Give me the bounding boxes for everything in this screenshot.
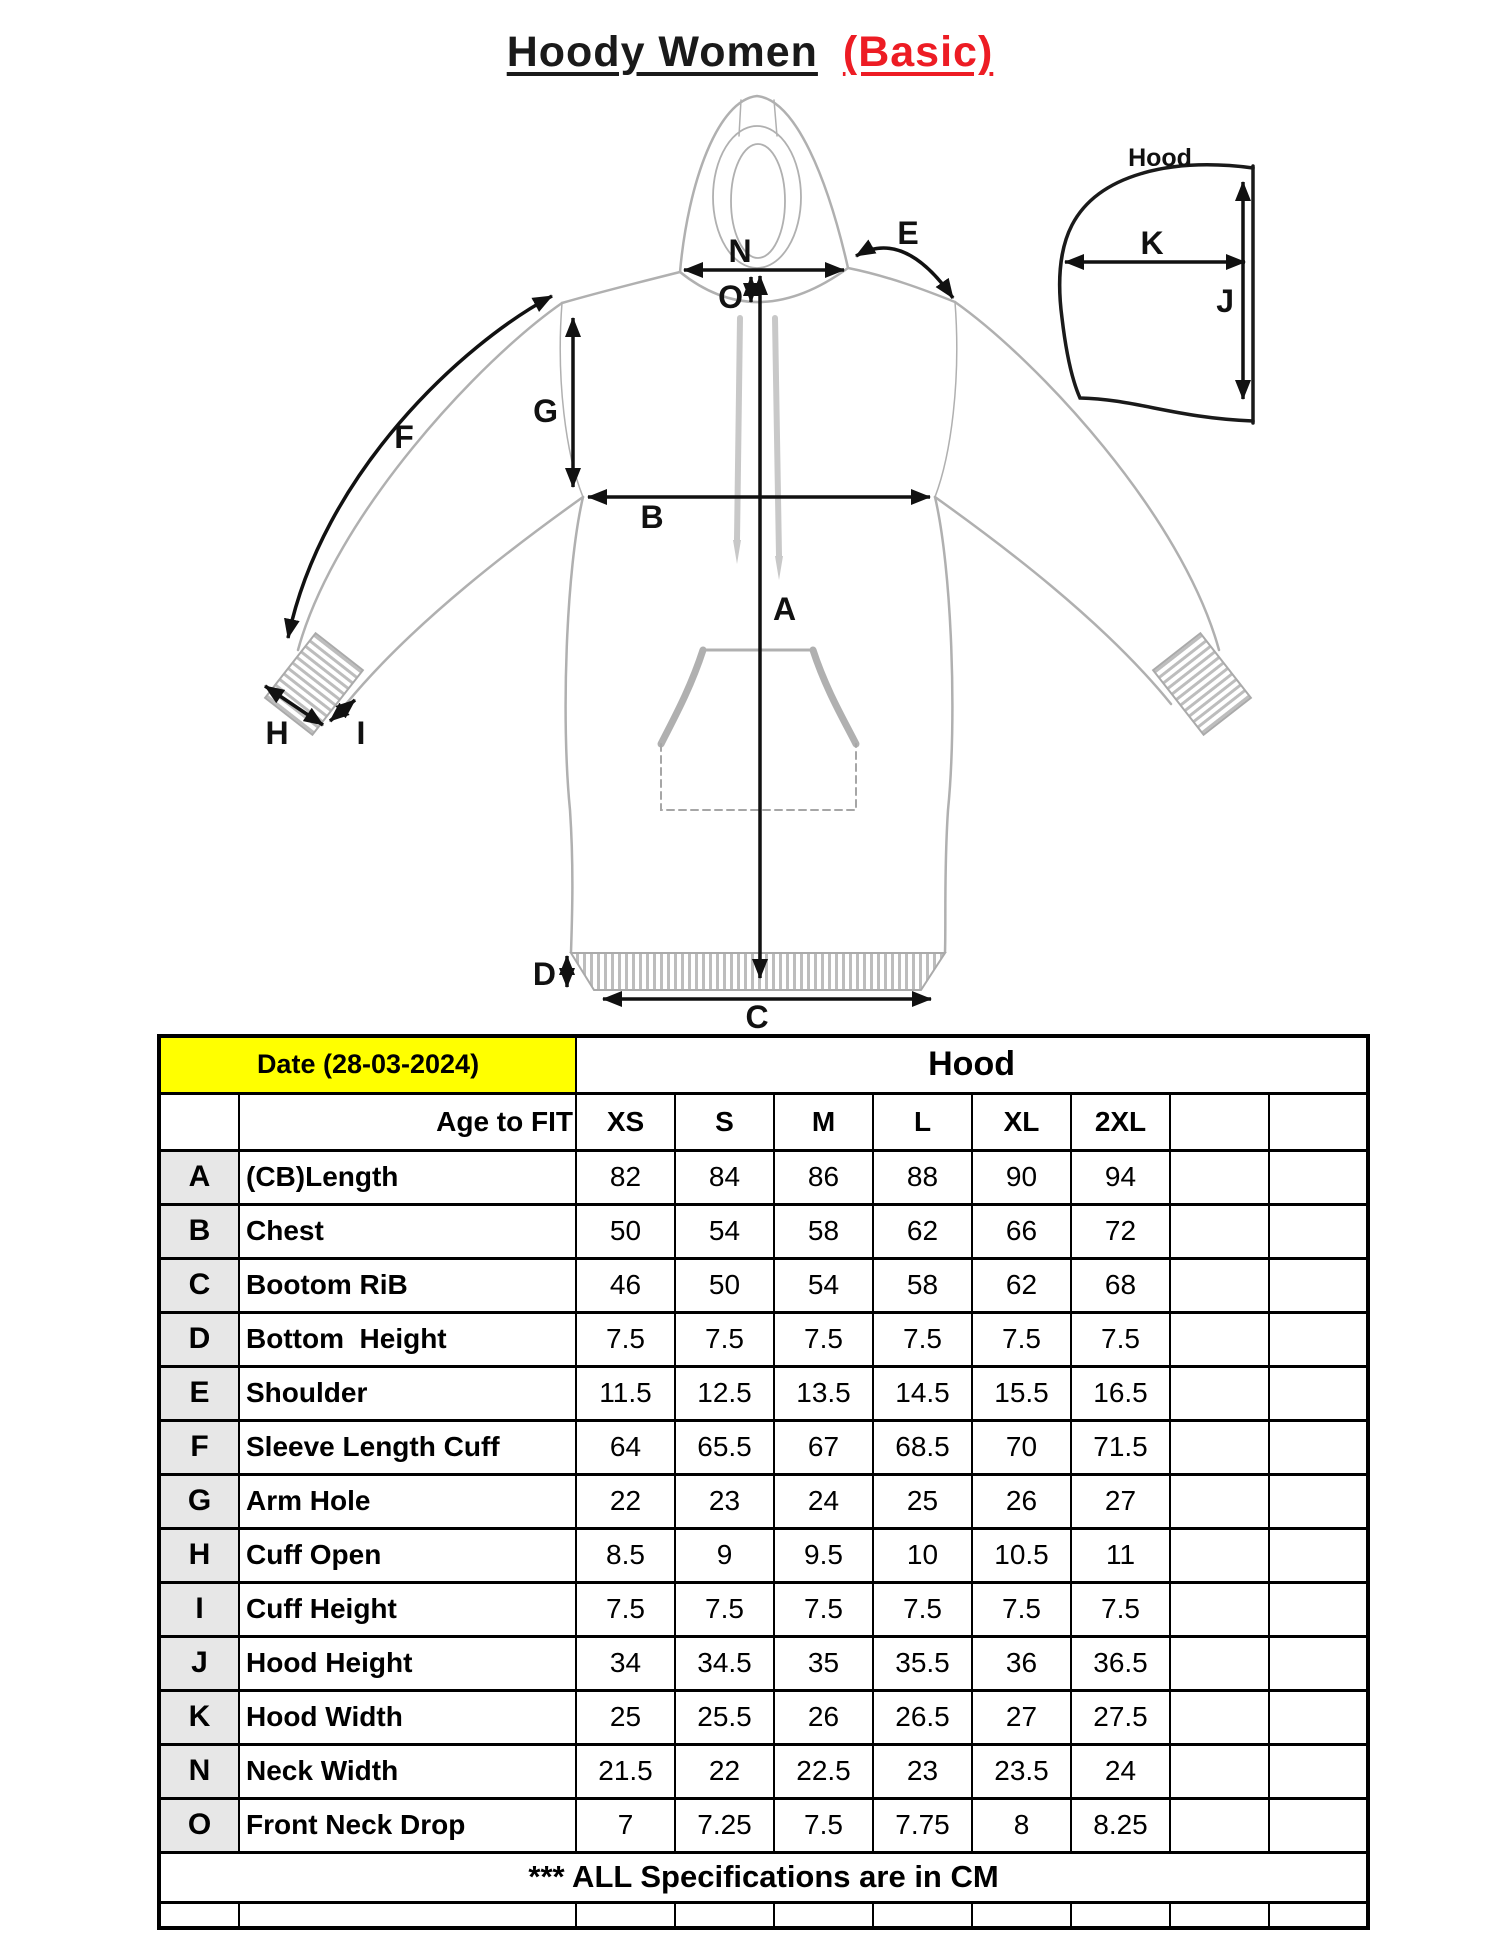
footer-row <box>159 1852 1368 1902</box>
row-label: Neck Width <box>239 1744 576 1798</box>
label-O: O <box>718 279 743 315</box>
right-armhole-seam <box>935 302 957 497</box>
row-letter: O <box>159 1798 239 1852</box>
value-xs: 21.5 <box>576 1744 675 1798</box>
value-s: 12.5 <box>675 1366 774 1420</box>
measure-F <box>288 296 552 638</box>
value-l: 26.5 <box>873 1690 972 1744</box>
label-C: C <box>745 999 769 1034</box>
measure-J <box>1216 182 1243 399</box>
value-xl: 8 <box>972 1798 1071 1852</box>
title-suffix: (Basic) <box>842 28 994 76</box>
value-s: 9 <box>675 1528 774 1582</box>
value-l: 88 <box>873 1150 972 1204</box>
value-xl: 7.5 <box>972 1312 1071 1366</box>
empty-cell-1 <box>1170 1258 1269 1312</box>
date-cell: Date (28-03-2024) <box>159 1036 576 1093</box>
drawstrings <box>733 318 783 580</box>
value-s: 84 <box>675 1150 774 1204</box>
value-s: 65.5 <box>675 1420 774 1474</box>
measure-K <box>1065 225 1245 262</box>
value-m: 26 <box>774 1690 873 1744</box>
value-m: 9.5 <box>774 1528 873 1582</box>
spec-table-body <box>159 1150 1368 1852</box>
hoodie-front-illustration <box>265 96 1251 990</box>
empty-cell-1 <box>1170 1636 1269 1690</box>
value-2xl: 27 <box>1071 1474 1170 1528</box>
row-letter: J <box>159 1636 239 1690</box>
row-label: Arm Hole <box>239 1474 576 1528</box>
label-F: F <box>394 419 414 455</box>
value-m: 13.5 <box>774 1366 873 1420</box>
empty-cell-2 <box>1269 1744 1368 1798</box>
value-s: 25.5 <box>675 1690 774 1744</box>
row-letter: D <box>159 1312 239 1366</box>
measure-I <box>330 700 365 751</box>
empty-cell-1 <box>1170 1582 1269 1636</box>
measure-D <box>533 956 567 992</box>
size-header-xs: XS <box>576 1093 675 1150</box>
value-2xl: 36.5 <box>1071 1636 1170 1690</box>
row-letter: N <box>159 1744 239 1798</box>
value-s: 34.5 <box>675 1636 774 1690</box>
label-H: H <box>265 715 289 751</box>
empty-cell-1 <box>1170 1798 1269 1852</box>
value-s: 22 <box>675 1744 774 1798</box>
row-label: Bottom Height <box>239 1312 576 1366</box>
value-m: 58 <box>774 1204 873 1258</box>
value-2xl: 16.5 <box>1071 1366 1170 1420</box>
empty-cell-2 <box>1269 1528 1368 1582</box>
left-body-edge <box>566 497 583 952</box>
label-A: A <box>773 591 797 627</box>
value-xl: 15.5 <box>972 1366 1071 1420</box>
value-s: 54 <box>675 1204 774 1258</box>
label-B: B <box>640 499 664 535</box>
empty-cell-2 <box>1269 1690 1368 1744</box>
value-2xl: 7.5 <box>1071 1582 1170 1636</box>
empty-cell-2 <box>1269 1258 1368 1312</box>
row-letter: E <box>159 1366 239 1420</box>
value-m: 7.5 <box>774 1798 873 1852</box>
row-letter: B <box>159 1204 239 1258</box>
row-letter: H <box>159 1528 239 1582</box>
value-m: 54 <box>774 1258 873 1312</box>
empty-cell-2 <box>1269 1582 1368 1636</box>
row-label: Hood Width <box>239 1690 576 1744</box>
row-letter: A <box>159 1150 239 1204</box>
empty-cell-1 <box>1170 1744 1269 1798</box>
size-header-s: S <box>675 1093 774 1150</box>
label-D: D <box>532 956 556 992</box>
date-header-row <box>159 1036 1368 1093</box>
left-sleeve-top <box>298 303 562 650</box>
spec-row-I <box>159 1582 1368 1636</box>
value-2xl: 27.5 <box>1071 1690 1170 1744</box>
size-header-empty-1 <box>1170 1093 1269 1150</box>
row-label: Front Neck Drop <box>239 1798 576 1852</box>
spec-row-F <box>159 1420 1368 1474</box>
spec-row-A <box>159 1150 1368 1204</box>
value-2xl: 24 <box>1071 1744 1170 1798</box>
label-G: G <box>533 393 558 429</box>
value-l: 14.5 <box>873 1366 972 1420</box>
value-xl: 62 <box>972 1258 1071 1312</box>
value-xs: 8.5 <box>576 1528 675 1582</box>
value-m: 24 <box>774 1474 873 1528</box>
pocket-right-slant <box>813 650 856 744</box>
value-l: 7.75 <box>873 1798 972 1852</box>
value-s: 50 <box>675 1258 774 1312</box>
empty-cell-2 <box>1269 1798 1368 1852</box>
empty-cell-1 <box>1170 1690 1269 1744</box>
size-header-m: M <box>774 1093 873 1150</box>
right-sleeve-top <box>955 302 1219 650</box>
left-sleeve-bottom <box>346 497 583 704</box>
value-xl: 10.5 <box>972 1528 1071 1582</box>
value-xs: 7 <box>576 1798 675 1852</box>
row-label: Hood Height <box>239 1636 576 1690</box>
value-2xl: 71.5 <box>1071 1420 1170 1474</box>
right-cuff <box>1153 633 1251 735</box>
value-l: 58 <box>873 1258 972 1312</box>
age-to-fit-cell: Age to FIT <box>239 1093 576 1150</box>
value-s: 7.5 <box>675 1312 774 1366</box>
empty-cell-2 <box>1269 1636 1368 1690</box>
value-m: 7.5 <box>774 1312 873 1366</box>
value-xs: 22 <box>576 1474 675 1528</box>
value-2xl: 8.25 <box>1071 1798 1170 1852</box>
value-l: 25 <box>873 1474 972 1528</box>
value-xs: 46 <box>576 1258 675 1312</box>
empty-cell-1 <box>1170 1366 1269 1420</box>
hood-opening-outer <box>713 126 801 268</box>
value-m: 7.5 <box>774 1582 873 1636</box>
measure-E <box>856 215 953 298</box>
label-E: E <box>897 215 919 251</box>
value-l: 23 <box>873 1744 972 1798</box>
spec-row-C <box>159 1258 1368 1312</box>
value-s: 7.25 <box>675 1798 774 1852</box>
empty-cell-1 <box>1170 1420 1269 1474</box>
empty-cell-1 <box>1170 1204 1269 1258</box>
value-xl: 70 <box>972 1420 1071 1474</box>
footer-note: *** ALL Specifications are in CM <box>159 1852 1368 1902</box>
value-xs: 50 <box>576 1204 675 1258</box>
value-xs: 25 <box>576 1690 675 1744</box>
row-label: Bootom RiB <box>239 1258 576 1312</box>
label-J: J <box>1216 283 1234 319</box>
title-main: Hoody Women <box>506 28 818 76</box>
hem-rib-band <box>571 953 945 990</box>
value-xl: 23.5 <box>972 1744 1071 1798</box>
size-header-xl: XL <box>972 1093 1071 1150</box>
spec-row-J <box>159 1636 1368 1690</box>
value-2xl: 68 <box>1071 1258 1170 1312</box>
row-label: Chest <box>239 1204 576 1258</box>
spec-table-container <box>157 1034 1370 1930</box>
empty-cell-1 <box>1170 1474 1269 1528</box>
value-2xl: 7.5 <box>1071 1312 1170 1366</box>
value-xl: 36 <box>972 1636 1071 1690</box>
measure-O <box>718 277 751 315</box>
value-l: 35.5 <box>873 1636 972 1690</box>
empty-cell-2 <box>1269 1204 1368 1258</box>
row-letter: K <box>159 1690 239 1744</box>
empty-cell-2 <box>1269 1420 1368 1474</box>
spec-row-D <box>159 1312 1368 1366</box>
value-xs: 7.5 <box>576 1312 675 1366</box>
collar <box>680 268 848 302</box>
empty-cell-1 <box>1170 1312 1269 1366</box>
value-l: 10 <box>873 1528 972 1582</box>
value-xl: 7.5 <box>972 1582 1071 1636</box>
value-l: 68.5 <box>873 1420 972 1474</box>
spec-row-G <box>159 1474 1368 1528</box>
row-label: (CB)Length <box>239 1150 576 1204</box>
value-m: 86 <box>774 1150 873 1204</box>
row-label: Cuff Height <box>239 1582 576 1636</box>
value-s: 23 <box>675 1474 774 1528</box>
hood-outline <box>680 96 848 272</box>
row-label: Sleeve Length Cuff <box>239 1420 576 1474</box>
corner-cell <box>159 1093 239 1150</box>
spec-row-B <box>159 1204 1368 1258</box>
measure-N <box>684 233 844 270</box>
value-m: 67 <box>774 1420 873 1474</box>
right-body-edge <box>935 497 952 952</box>
spec-table <box>157 1034 1370 1930</box>
partial-clipped-row <box>159 1902 1368 1928</box>
row-label: Cuff Open <box>239 1528 576 1582</box>
size-header-row <box>159 1093 1368 1150</box>
value-xl: 27 <box>972 1690 1071 1744</box>
value-xl: 66 <box>972 1204 1071 1258</box>
size-header-empty-2 <box>1269 1093 1368 1150</box>
size-header-2xl: 2XL <box>1071 1093 1170 1150</box>
spec-row-O <box>159 1798 1368 1852</box>
empty-cell-2 <box>1269 1312 1368 1366</box>
value-2xl: 11 <box>1071 1528 1170 1582</box>
right-sleeve-bottom <box>935 497 1171 704</box>
value-m: 22.5 <box>774 1744 873 1798</box>
value-l: 62 <box>873 1204 972 1258</box>
hood-group-header: Hood <box>576 1036 1368 1093</box>
row-letter: C <box>159 1258 239 1312</box>
value-s: 7.5 <box>675 1582 774 1636</box>
label-I: I <box>356 715 366 751</box>
hood-detail-label: Hood <box>1128 144 1192 172</box>
value-xs: 11.5 <box>576 1366 675 1420</box>
row-letter: F <box>159 1420 239 1474</box>
value-xs: 34 <box>576 1636 675 1690</box>
value-xl: 26 <box>972 1474 1071 1528</box>
spec-row-N <box>159 1744 1368 1798</box>
measurement-arrows <box>265 182 1245 1034</box>
size-header-l: L <box>873 1093 972 1150</box>
spec-row-E <box>159 1366 1368 1420</box>
value-xl: 90 <box>972 1150 1071 1204</box>
value-2xl: 72 <box>1071 1204 1170 1258</box>
page-title <box>0 28 1500 77</box>
empty-cell-1 <box>1170 1528 1269 1582</box>
measure-G <box>533 318 573 487</box>
measure-C <box>603 999 931 1034</box>
pocket-left-slant <box>661 650 703 744</box>
value-xs: 64 <box>576 1420 675 1474</box>
value-l: 7.5 <box>873 1312 972 1366</box>
value-m: 35 <box>774 1636 873 1690</box>
spec-row-H <box>159 1528 1368 1582</box>
empty-cell-2 <box>1269 1366 1368 1420</box>
empty-cell-2 <box>1269 1150 1368 1204</box>
right-shoulder <box>848 268 955 302</box>
value-xs: 82 <box>576 1150 675 1204</box>
value-xs: 7.5 <box>576 1582 675 1636</box>
label-K: K <box>1140 225 1164 261</box>
left-shoulder <box>562 272 680 303</box>
empty-cell-1 <box>1170 1150 1269 1204</box>
label-N: N <box>728 233 752 269</box>
empty-cell-2 <box>1269 1474 1368 1528</box>
row-letter: I <box>159 1582 239 1636</box>
spec-row-K <box>159 1690 1368 1744</box>
row-letter: G <box>159 1474 239 1528</box>
value-2xl: 94 <box>1071 1150 1170 1204</box>
value-l: 7.5 <box>873 1582 972 1636</box>
row-label: Shoulder <box>239 1366 576 1420</box>
